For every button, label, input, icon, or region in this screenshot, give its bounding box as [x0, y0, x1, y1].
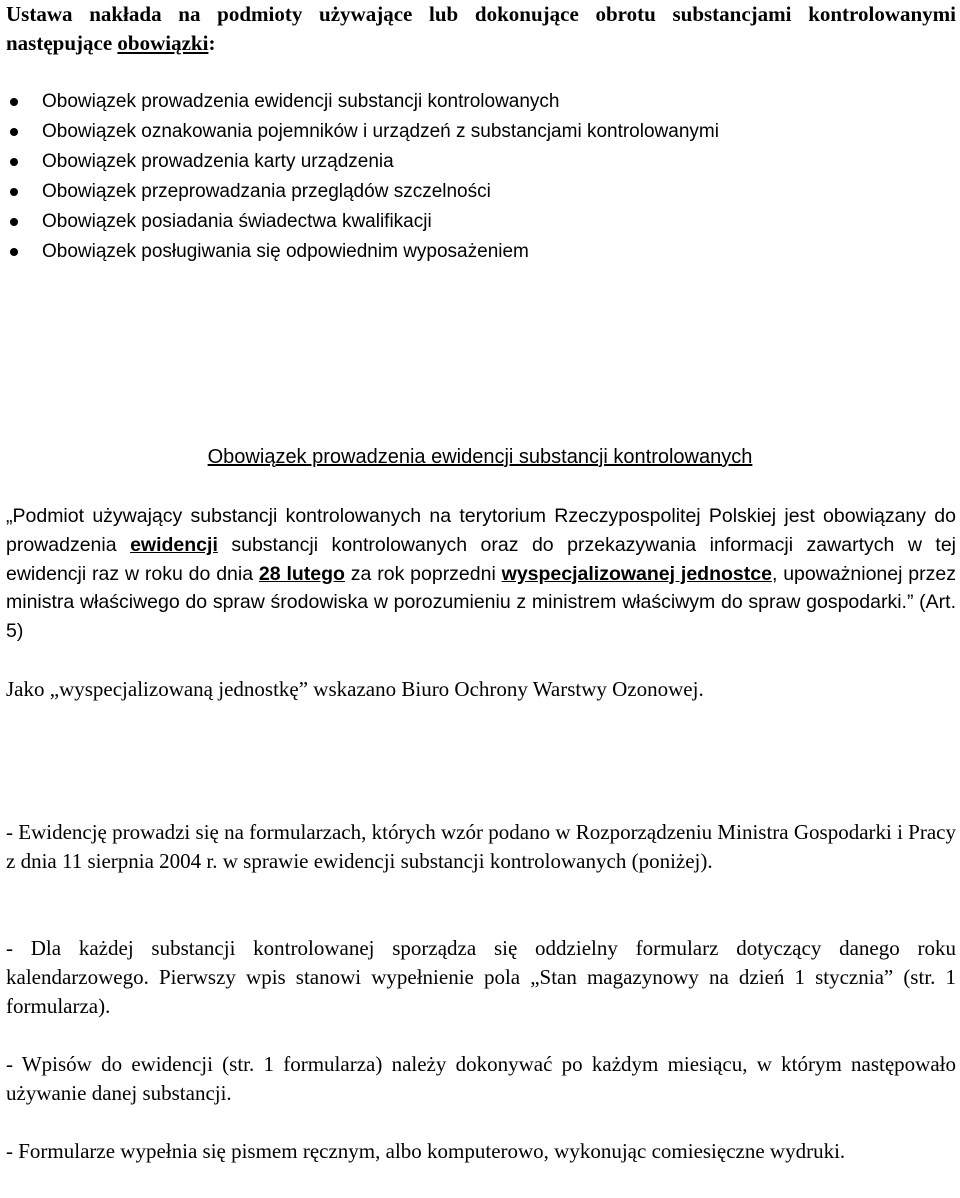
dash-item: - Dla każdej substancji kontrolowanej sporządza się oddzielny formularz dotyczący danego roku kalendarzowego. Pierwszy wpis stanowi wypełnienie pola „Stan magazynowy na dzień 1 stycznia” (str. 1 formularza). — [6, 936, 956, 1018]
quote-text: „Podmiot używający substancji kontrolowanych na terytorium Rzeczypospolitej Polskiej jest obowiązany do prowadzenia — [6, 505, 956, 556]
obligations-list — [0, 87, 900, 267]
bullet-icon — [10, 188, 18, 196]
section-heading-text: Obowiązek prowadzenia ewidencji substancji kontrolowanych — [207, 446, 753, 468]
bullet-icon — [10, 98, 18, 106]
ewidencji-emphasis: ewidencji — [130, 533, 218, 556]
section-heading — [0, 442, 960, 472]
dash-item: - Formularze wypełnia się pismem ręcznym, albo komputerowo, wykonując comiesięczne wydruki. — [6, 1139, 846, 1163]
list-item-text: Obowiązek posiadania świadectwa kwalifikacji — [42, 211, 432, 232]
list-item — [0, 207, 900, 237]
quote-paragraph — [6, 502, 956, 646]
list-item-text: Obowiązek oznakowania pojemników i urządzeń z substancjami kontrolowanymi — [42, 121, 719, 142]
specialized-unit: wyspecjalizowanej jednostce — [501, 562, 772, 585]
bullet-icon — [10, 158, 18, 166]
intro-text: Ustawa nakłada na podmioty używające lub dokonujące obrotu substancjami kontrolowanymi następujące — [6, 2, 956, 55]
quote-text: substancji kontrolowanych oraz do przekazywania informacji zawartych w tej ewidencji raz w roku do dnia — [6, 533, 956, 585]
list-item — [0, 237, 900, 267]
list-item-text: Obowiązek prowadzenia ewidencji substancji kontrolowanych — [42, 91, 560, 112]
list-item — [0, 87, 900, 117]
list-item — [0, 117, 900, 147]
list-item-text: Obowiązek posługiwania się odpowiednim wyposażeniem — [42, 241, 529, 262]
list-item — [0, 177, 900, 207]
dash-item: - Ewidencję prowadzi się na formularzach, których wzór podano w Rozporządzeniu Ministra Gospodarki i Pracy z dnia 11 sierpnia 2004 r. w sprawie ewidencji substancji kontrolowanych (poniżej). — [6, 820, 956, 873]
bullet-icon — [10, 218, 18, 226]
bullet-icon — [10, 128, 18, 136]
intro-paragraph — [6, 0, 956, 58]
intro-obligations-word: obowiązki — [117, 31, 209, 55]
list-item-text: Obowiązek prowadzenia karty urządzenia — [42, 151, 394, 172]
quote-text: za rok poprzedni — [344, 562, 502, 585]
intro-colon: : — [208, 31, 216, 55]
jako-paragraph: Jako „wyspecjalizowaną jednostkę” wskazano Biuro Ochrony Warstwy Ozonowej. — [6, 677, 704, 701]
bullet-icon — [10, 248, 18, 256]
deadline-date: 28 lutego — [258, 562, 345, 585]
quote-text: , upoważnionej przez ministra właściwego do spraw środowiska w porozumieniu z ministrem właściwym do spraw gospodarki.” (Art. 5) — [6, 562, 956, 643]
list-item — [0, 147, 900, 177]
list-item-text: Obowiązek przeprowadzania przeglądów szczelności — [42, 181, 491, 202]
dash-item: - Wpisów do ewidencji (str. 1 formularza) należy dokonywać po każdym miesiącu, w którym następowało używanie danej substancji. — [6, 1052, 956, 1105]
